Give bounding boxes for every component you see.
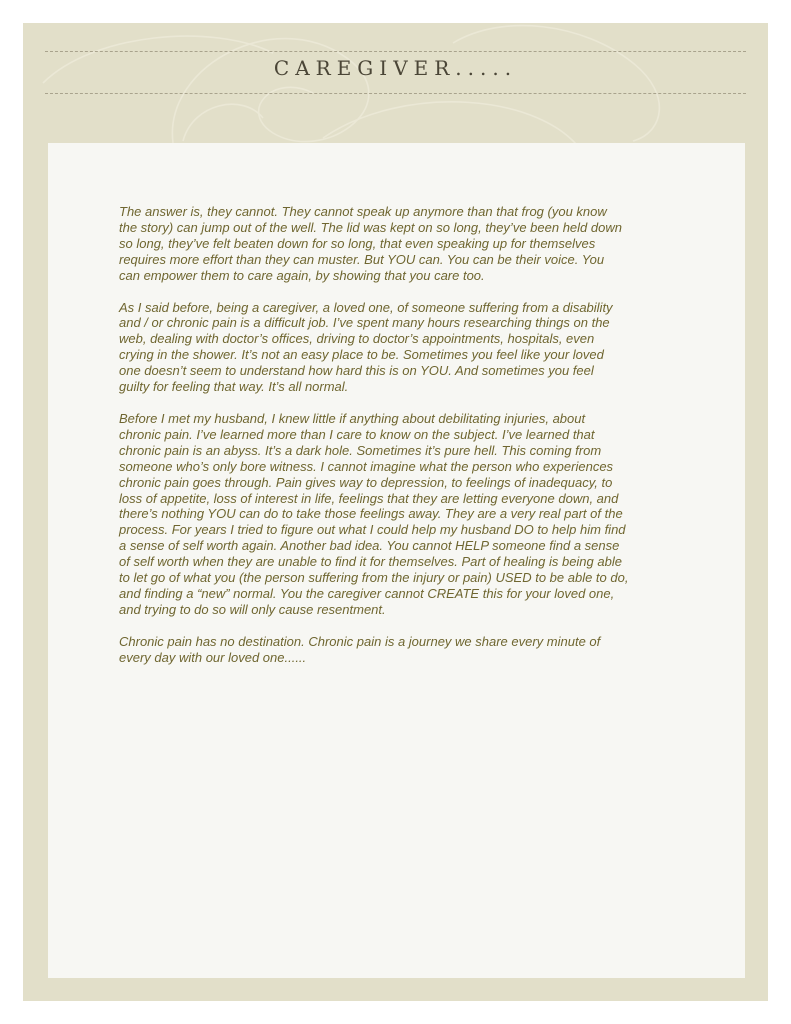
page-title: CAREGIVER..... (273, 56, 518, 80)
paragraph-3: Before I met my husband, I knew little if anything about debilitating injuries, about chronic pain. I’ve learned more than I care to know on the subject. I’ve learned that chronic pain is an abyss. It’s a dark hole. Sometimes it’s pure hell. This coming from someone who’s only bore witness. I cannot imagine what the person who experiences chronic pain goes through. Pain gives way to depression, to feelings of inadequacy, to loss of appetite, loss of interest in life, feelings that they are letting everyone down, and there’s nothing YOU can do to take those feelings away. They are a very real part of the process. For years I tried to figure out what I could help my husband DO to help him find a sense of self worth again. Another bad idea. You cannot HELP someone find a sense of self worth when they are unable to find it for themselves. Part of healing is being able to let go of what you (the person suffering from the injury or pain) USED to be able to do, and finding a “new” normal. You the caregiver cannot CREATE this for your loved one, and trying to do so will only cause resentment. (119, 410, 629, 617)
content-panel (48, 143, 745, 978)
page-frame (23, 23, 768, 1001)
article-body (119, 204, 684, 682)
paragraph-4: Chronic pain has no destination. Chronic pain is a journey we share every minute of every day with our loved one...... (119, 633, 601, 665)
paragraph-1: The answer is, they cannot. They cannot speak up anymore than that frog (you know the story) can jump out of the well. The lid was kept on so long, they’ve been held down so long, they’ve felt beaten down for so long, that even speaking up for themselves requires more effort than they can muster. But YOU can. You can be their voice. You can empower them to care again, by showing that you care too. (119, 204, 622, 283)
title-rule-bottom (45, 93, 746, 94)
title-rule-top (45, 51, 746, 52)
paragraph-2: As I said before, being a caregiver, a loved one, of someone suffering from a disability and / or chronic pain is a difficult job. I’ve spent many hours researching things on the web, dealing with doctor’s offices, driving to doctor’s appointments, hospitals, even crying in the shower. It’s not an easy place to be. Sometimes you feel like your loved one doesn’t seem to understand how hard this is on YOU. And sometimes you feel guilty for feeling that way. It’s all normal. (119, 299, 613, 395)
